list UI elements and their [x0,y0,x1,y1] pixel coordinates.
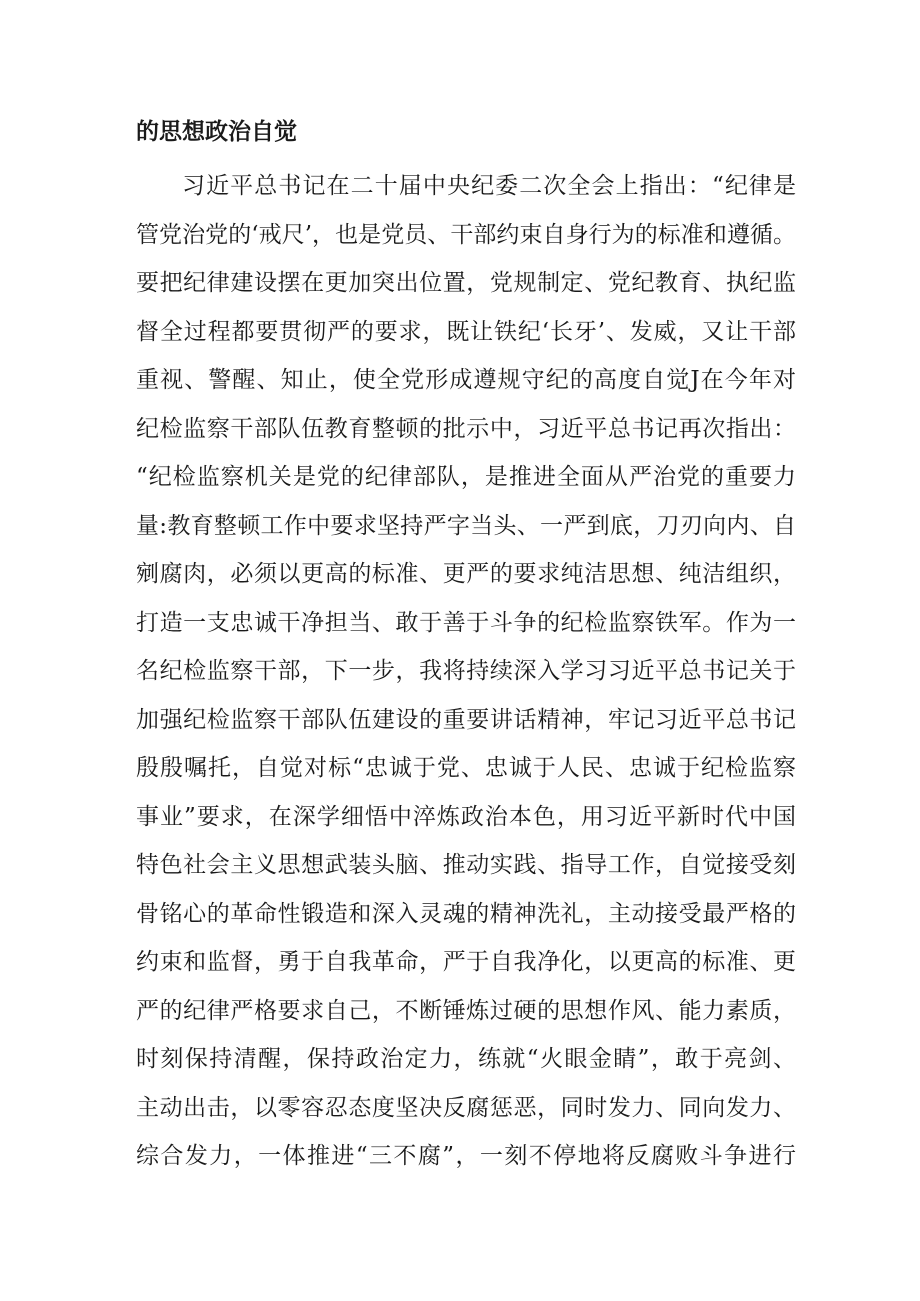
paragraph-line: 要把纪律建设摆在更加突出位置，党规制定、党纪教育、执纪监 [136,270,796,296]
paragraph-line: 加强纪检监察干部队伍建设的重要讲话精神，牢记习近平总书记 [136,706,796,733]
paragraph-line: 管党治党的‘戒尺’，也是党员、干部约束自身行为的标准和遵循。 [136,221,796,248]
paragraph-line: 殷殷嘱托，自觉对标“忠诚于党、忠诚于人民、忠诚于纪检监察 [136,755,796,781]
paragraph-line: 打造一支忠诚干净担当、敢于善于斗争的纪检监察铁军。作为一 [136,609,796,636]
paragraph-line: 事业”要求，在深学细悟中淬炼政治本色，用习近平新时代中国 [136,803,796,830]
paragraph-line: “纪检监察机关是党的纪律部队，是推进全面从严治党的重要力 [136,464,796,490]
paragraph-line: 名纪检监察干部，下一步，我将持续深入学习习近平总书记关于 [136,658,796,684]
paragraph-line: 主动出击，以零容忍态度坚决反腐惩恶，同时发力、同向发力、 [136,1094,796,1121]
paragraph-line: 特色社会主义思想武装头脑、推动实践、指导工作，自觉接受刻 [136,852,796,878]
paragraph-line: 综合发力，一体推进“三不腐”，一刻不停地将反腐败斗争进行 [136,1143,796,1169]
paragraph-line: 督全过程都要贯彻严的要求，既让铁纪‘长牙’、发威，又让干部 [136,318,796,345]
body-paragraph [136,162,796,1181]
paragraph-line: 严的纪律严格要求自己，不断锤炼过硬的思想作风、能力素质， [136,997,796,1024]
paragraph-line: 习近平总书记在二十届中央纪委二次全会上指出：“纪律是 [182,173,796,199]
paragraph-line: 纪检监察干部队伍教育整顿的批示中，习近平总书记再次指出： [136,415,796,442]
paragraph-line: 剜腐肉，必须以更高的标准、更严的要求纯洁思想、纯洁组织， [136,561,796,587]
paragraph-line: 时刻保持清醒，保持政治定力，练就“火眼金睛”，敢于亮剑、 [136,1046,796,1072]
paragraph-line: 量:教育整顿工作中要求坚持严字当头、一严到底，刀刃向内、自 [136,512,796,539]
section-heading: 的思想政治自觉 [136,119,297,145]
paragraph-line: 骨铭心的革命性锻造和深入灵魂的精神洗礼，主动接受最严格的 [136,900,796,927]
paragraph-line: 约束和监督，勇于自我革命，严于自我净化，以更高的标准、更 [136,949,796,975]
paragraph-line: 重视、警醒、知止，使全党形成遵规守纪的高度自觉J在今年对 [136,367,796,393]
